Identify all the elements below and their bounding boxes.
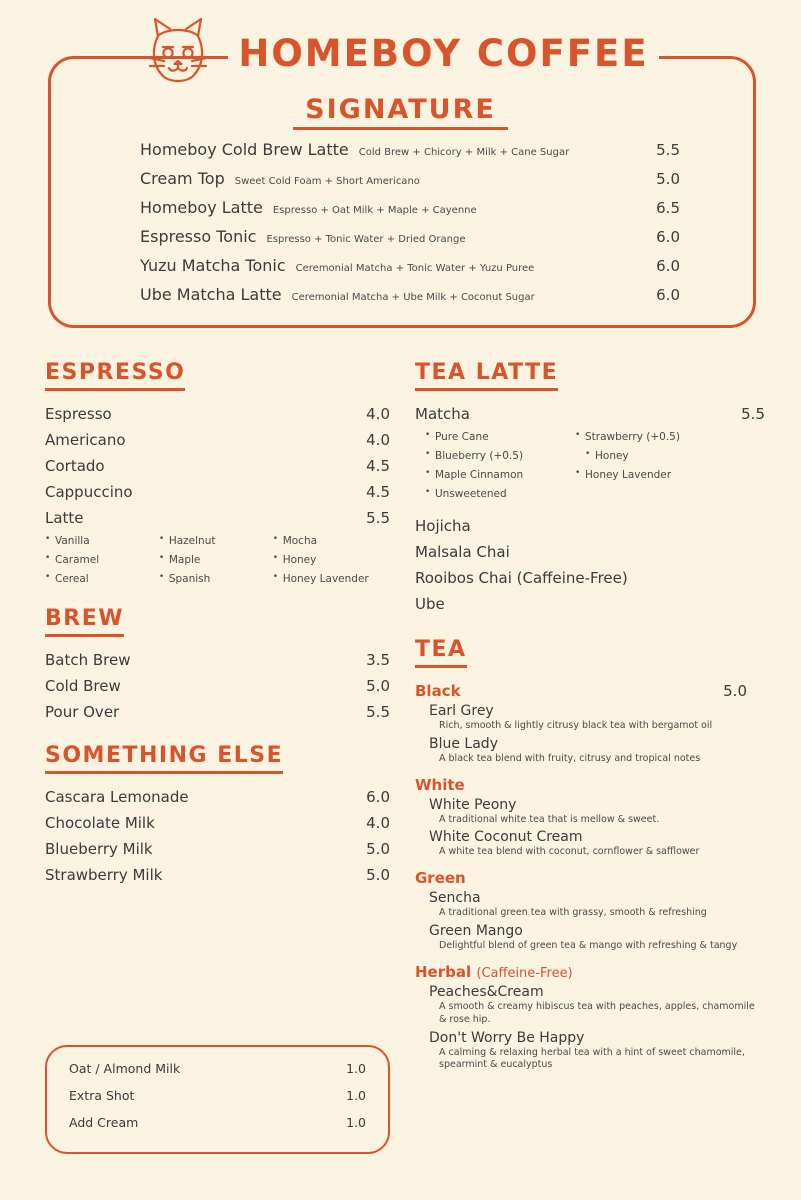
- section-heading-espresso: ESPRESSO: [45, 360, 185, 391]
- option: • Caramel: [45, 554, 159, 566]
- item-price: 6.0: [656, 228, 680, 246]
- list-item: [140, 285, 680, 304]
- espresso-section: [45, 360, 390, 592]
- item-name: Don't Worry Be Happy: [429, 1029, 585, 1046]
- tea-category-white: [415, 776, 765, 794]
- brand-row: [0, 14, 801, 92]
- option: • Hazelnut: [159, 535, 273, 547]
- list-item: [415, 405, 765, 423]
- list-item: [45, 703, 390, 721]
- tea-categories: [415, 682, 765, 1072]
- item-name: Blue Lady: [429, 735, 498, 752]
- tea-section: [415, 637, 765, 1072]
- list-item: [429, 923, 765, 953]
- item-price: 4.0: [366, 405, 390, 423]
- option: • Maple Cinnamon: [425, 469, 575, 481]
- item-name: Matcha: [415, 405, 470, 423]
- item-name: Earl Grey: [429, 703, 494, 719]
- left-column: [45, 360, 390, 892]
- list-item: [140, 227, 680, 246]
- list-item: [140, 198, 680, 217]
- item-name: Hojicha: [415, 517, 471, 535]
- item-name: Americano: [45, 431, 126, 449]
- list-item: [429, 736, 765, 766]
- espresso-syrup-options: [45, 535, 390, 592]
- item-name: Cascara Lemonade: [45, 788, 189, 806]
- tea-latte-options: [425, 431, 765, 507]
- category-name: Herbal: [415, 962, 472, 981]
- brew-section: [45, 606, 390, 721]
- item-name: Homeboy Cold Brew Latte: [140, 140, 349, 159]
- item-name: Yuzu Matcha Tonic: [140, 256, 286, 275]
- option: • Vanilla: [45, 535, 159, 547]
- list-item: [429, 984, 765, 1027]
- list-item: [429, 890, 765, 920]
- signature-heading-wrap: [0, 92, 801, 130]
- item-price: 6.5: [656, 199, 680, 217]
- item-name: Espresso Tonic: [140, 227, 257, 246]
- item-description: Ceremonial Matcha + Ube Milk + Coconut Sugar: [291, 292, 535, 303]
- list-item: [140, 169, 680, 188]
- item-name: Chocolate Milk: [45, 814, 155, 832]
- list-item: [429, 829, 765, 859]
- item-price: 5.0: [366, 866, 390, 884]
- syrup-column-3: [273, 535, 387, 592]
- list-item: [45, 457, 390, 475]
- brand-title: HOMEBOY COFFEE: [228, 32, 658, 75]
- item-name: Pour Over: [45, 703, 120, 721]
- item-price: 5.0: [366, 677, 390, 695]
- item-name: Ube Matcha Latte: [140, 285, 282, 304]
- option: • Honey: [585, 450, 735, 462]
- category-name: White: [415, 775, 465, 794]
- item-name: Batch Brew: [45, 651, 131, 669]
- option: • Strawberry (+0.5): [575, 431, 725, 443]
- item-price: 5.5: [366, 509, 390, 527]
- option: • Unsweetened: [425, 488, 575, 500]
- list-item: [45, 431, 390, 449]
- item-price: 6.0: [366, 788, 390, 806]
- item-name: Cream Top: [140, 169, 225, 188]
- item-name: Green Mango: [429, 923, 523, 940]
- option: • Honey Lavender: [575, 469, 735, 481]
- espresso-items: [45, 405, 390, 592]
- category-subtitle: (Caffeine-Free): [476, 965, 573, 981]
- item-name: Oat / Almond Milk: [69, 1061, 181, 1076]
- item-name: Rooibos Chai (Caffeine-Free): [415, 569, 628, 587]
- list-item: [140, 140, 680, 159]
- item-price: 4.0: [366, 814, 390, 832]
- option: • Honey: [273, 554, 387, 566]
- item-price: 5.0: [366, 840, 390, 858]
- list-item: [45, 405, 390, 423]
- item-description: Ceremonial Matcha + Tonic Water + Yuzu Puree: [295, 263, 535, 274]
- item-name: Cortado: [45, 457, 105, 475]
- menu-header: [0, 14, 801, 130]
- option: • Mocha: [273, 535, 387, 547]
- list-item: [45, 651, 390, 669]
- list-item: [69, 1061, 366, 1076]
- tea-price: 5.0: [723, 682, 747, 700]
- list-item: [69, 1088, 366, 1103]
- list-item: [45, 483, 390, 501]
- item-description: Rich, smooth & lightly citrusy black tea with bergamot oil: [439, 720, 713, 731]
- something-else-items: [45, 788, 390, 884]
- option: • Spanish: [159, 573, 273, 585]
- item-name: Malsala Chai: [415, 543, 510, 561]
- item-price: 1.0: [346, 1088, 366, 1103]
- item-name: Latte: [45, 509, 84, 527]
- addons-panel: [45, 1045, 390, 1154]
- item-name: Homeboy Latte: [140, 198, 263, 217]
- list-item: [429, 797, 765, 827]
- item-price: 4.5: [366, 483, 390, 501]
- item-name: Cold Brew: [45, 677, 121, 695]
- item-description: Cold Brew + Chicory + Milk + Cane Sugar: [358, 147, 570, 158]
- item-price: 4.5: [366, 457, 390, 475]
- list-item: [429, 1030, 765, 1073]
- signature-heading: SIGNATURE: [293, 94, 508, 130]
- option: • Pure Cane: [425, 431, 575, 443]
- option: • Blueberry (+0.5): [425, 450, 585, 462]
- option: • Cereal: [45, 573, 159, 585]
- item-name: Add Cream: [69, 1115, 139, 1130]
- signature-list: [140, 140, 680, 314]
- syrup-column-1: [45, 535, 159, 592]
- item-description: Espresso + Tonic Water + Dried Orange: [266, 234, 466, 245]
- list-item: [45, 677, 390, 695]
- list-item: [140, 256, 680, 275]
- section-heading-tea: TEA: [415, 637, 467, 668]
- option: • Maple: [159, 554, 273, 566]
- item-name: Blueberry Milk: [45, 840, 153, 858]
- item-description: Sweet Cold Foam + Short Americano: [234, 176, 420, 187]
- category-name: Green: [415, 869, 466, 888]
- list-item: [45, 866, 390, 884]
- tea-category-herbal: [415, 963, 765, 981]
- something-else-section: [45, 743, 390, 884]
- item-price: 1.0: [346, 1061, 366, 1076]
- item-name: Sencha: [429, 890, 481, 907]
- tea-latte-items: [415, 405, 765, 613]
- option: • Honey Lavender: [273, 573, 387, 585]
- item-description: Delightful blend of green tea & mango with refreshing & tangy: [439, 940, 738, 952]
- list-item: [45, 509, 390, 527]
- item-description: A white tea blend with coconut, cornflower & safflower: [439, 846, 700, 858]
- item-price: 6.0: [656, 286, 680, 304]
- section-heading-brew: BREW: [45, 606, 124, 637]
- item-price: 5.5: [656, 141, 680, 159]
- item-price: 3.5: [366, 651, 390, 669]
- item-price: 6.0: [656, 257, 680, 275]
- tea-category-green: [415, 869, 765, 887]
- item-name: Strawberry Milk: [45, 866, 163, 884]
- item-name: White Coconut Cream: [429, 829, 583, 846]
- item-name: Ube: [415, 595, 445, 613]
- item-name: White Peony: [429, 796, 517, 813]
- syrup-column-2: [159, 535, 273, 592]
- item-description: Espresso + Oat Milk + Maple + Cayenne: [272, 205, 477, 216]
- item-name: Extra Shot: [69, 1088, 135, 1103]
- tea-latte-section: [415, 360, 765, 613]
- item-price: 5.5: [366, 703, 390, 721]
- item-name: Peaches&Cream: [429, 983, 544, 1000]
- list-item: [45, 814, 390, 832]
- list-item: [45, 840, 390, 858]
- tea-category-black: [415, 682, 765, 700]
- item-price: 5.5: [741, 405, 765, 423]
- item-price: 5.0: [656, 170, 680, 188]
- item-price: 4.0: [366, 431, 390, 449]
- section-heading-tea-latte: TEA LATTE: [415, 360, 558, 391]
- cat-face-icon: [142, 14, 214, 92]
- item-description: A black tea blend with fruity, citrusy and tropical notes: [439, 752, 701, 764]
- item-description: A smooth & creamy hibiscus tea with peaches, apples, chamomile & rose hip.: [439, 1000, 755, 1025]
- item-description: A calming & relaxing herbal tea with a hint of sweet chamomile, spearmint & eucalyptus: [439, 1046, 745, 1071]
- item-description: A traditional green tea with grassy, smooth & refreshing: [439, 907, 707, 919]
- category-name: Black: [415, 682, 461, 700]
- right-column: [415, 360, 765, 1076]
- brew-items: [45, 651, 390, 721]
- section-heading-something-else: SOMETHING ELSE: [45, 743, 283, 774]
- list-item: [69, 1115, 366, 1130]
- item-name: Cappuccino: [45, 483, 133, 501]
- list-item: [429, 703, 765, 733]
- item-description: A traditional white tea that is mellow & sweet.: [439, 813, 660, 825]
- item-price: 1.0: [346, 1115, 366, 1130]
- list-item: [45, 788, 390, 806]
- item-name: Espresso: [45, 405, 112, 423]
